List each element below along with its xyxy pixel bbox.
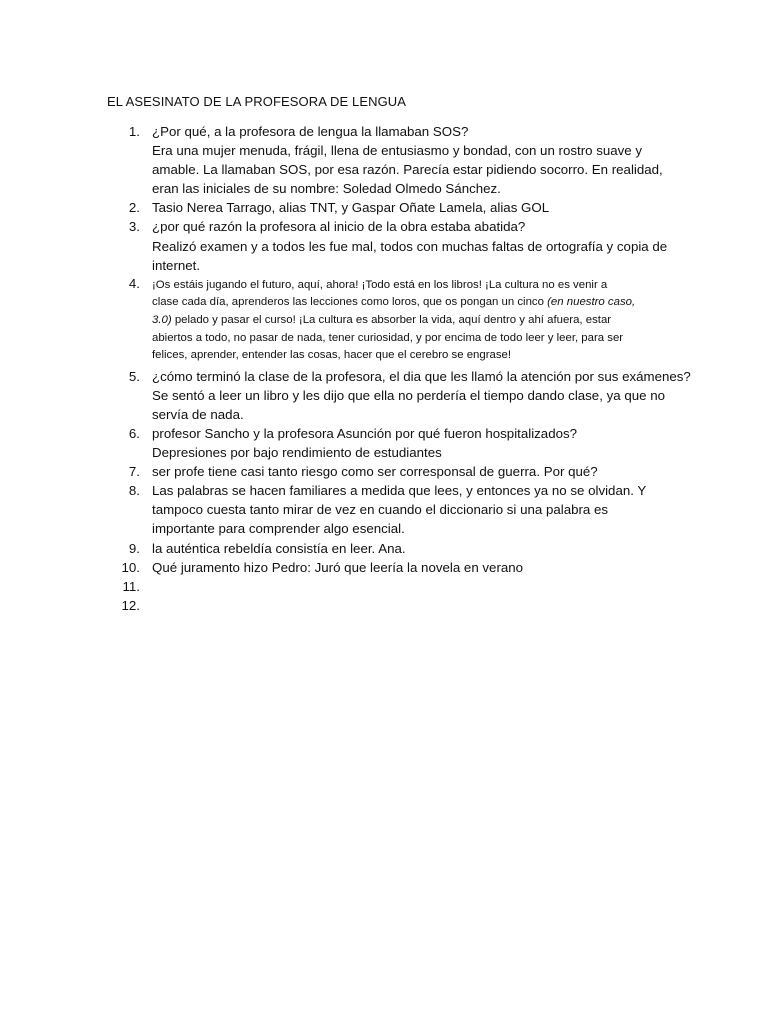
item-number: 6. [128,426,140,441]
answer-text: eran las iniciales de su nombre: Soledad Olmedo Sánchez. [152,181,501,197]
question-text: ¿Por qué, a la profesora de lengua la llamaban SOS? [152,124,469,139]
answer-text: amable. La llamaban SOS, por esa razón. Parecía estar pidiendo socorro. En realidad, [152,162,663,178]
item-number: 12. [121,597,140,613]
item-text: importante para comprender algo esencial. [152,521,405,537]
list-item [108,198,668,217]
list-item [108,122,668,198]
quote-text: abiertos a todo, no pasar de nada, tener curiosidad, y por encima de todo leer y leer, para ser [152,331,624,344]
item-number: 11. [122,578,140,594]
list-item [108,596,668,615]
list-item [108,462,668,481]
list-item [108,217,668,274]
item-text: Tasio Nerea Tarrago, alias TNT, y Gaspar Oñate Lamela, alias GOL [152,200,550,216]
quote-aside: (en nuestro caso, [547,296,636,309]
item-number: 5. [128,368,140,384]
item-text: Las palabras se hacen familiares a medida que lees, y entonces ya no se olvidan. Y [152,483,647,499]
list-item [108,539,668,558]
quote-aside: 3.0) [152,313,172,326]
list-item [108,367,691,424]
answer-text: Se sentó a leer un libro y les dijo que ella no perdería el tiempo dando clase, ya que no [152,387,666,403]
list-item [108,481,668,538]
item-text-empty [152,596,668,615]
list-item [108,577,668,596]
list-item [108,558,668,577]
item-number: 9. [128,540,140,556]
quote-text [152,294,668,312]
answer-text: Depresiones por bajo rendimiento de estudiantes [152,445,442,461]
quote-text: felices, aprender, entender las cosas, hacer que el cerebro se engrase! [152,349,512,362]
quote-text [152,312,668,330]
answer-text: Realizó examen y a todos les fue mal, todos con muchas faltas de ortografía y copia de [152,238,668,254]
question-text: ¿por qué razón la profesora al inicio de la obra estaba abatida? [152,219,526,235]
item-number: 3. [128,219,140,235]
answer-text: internet. [152,257,201,273]
document-title: EL ASESINATO DE LA PROFESORA DE LENGUA [107,94,407,109]
answer-text: Era una mujer menuda, frágil, llena de entusiasmo y bondad, con un rostro suave y [152,143,643,159]
question-text: profesor Sancho y la profesora Asunción por qué fueron hospitalizados? [152,426,578,441]
item-number: 8. [128,483,140,499]
item-number: 7. [128,464,140,480]
item-text: Qué juramento hizo Pedro: Juró que leería la novela en verano [152,559,524,575]
item-text: la auténtica rebeldía consistía en leer. Ana. [152,540,406,556]
item-text: ser profe tiene casi tanto riesgo como ser corresponsal de guerra. Por qué? [152,464,598,480]
item-text: tampoco cuesta tanto mirar de vez en cuando el diccionario si una palabra es [152,502,609,518]
question-text: ¿cómo terminó la clase de la profesora, el dia que les llamó la atención por sus exámenes? [152,368,691,384]
list-item [108,275,668,367]
quote-text: ¡Os estáis jugando el futuro, aquí, ahora! ¡Todo está en los libros! ¡La cultura no es venir a [152,278,608,291]
quote-segment: clase cada día, aprenderos las lecciones como loros, que os pongan un cinco [152,296,544,309]
item-number: 1. [128,124,140,139]
item-number: 4. [128,275,140,291]
item-number: 2. [128,200,140,216]
quote-segment: pelado y pasar el curso! ¡La cultura es absorber la vida, aquí dentro y ahí afuera, estar [174,313,612,326]
question-list [108,122,691,615]
list-item [108,424,668,462]
item-number: 10. [121,559,140,575]
item-text-empty [152,577,668,596]
answer-text: servía de nada. [152,406,244,422]
